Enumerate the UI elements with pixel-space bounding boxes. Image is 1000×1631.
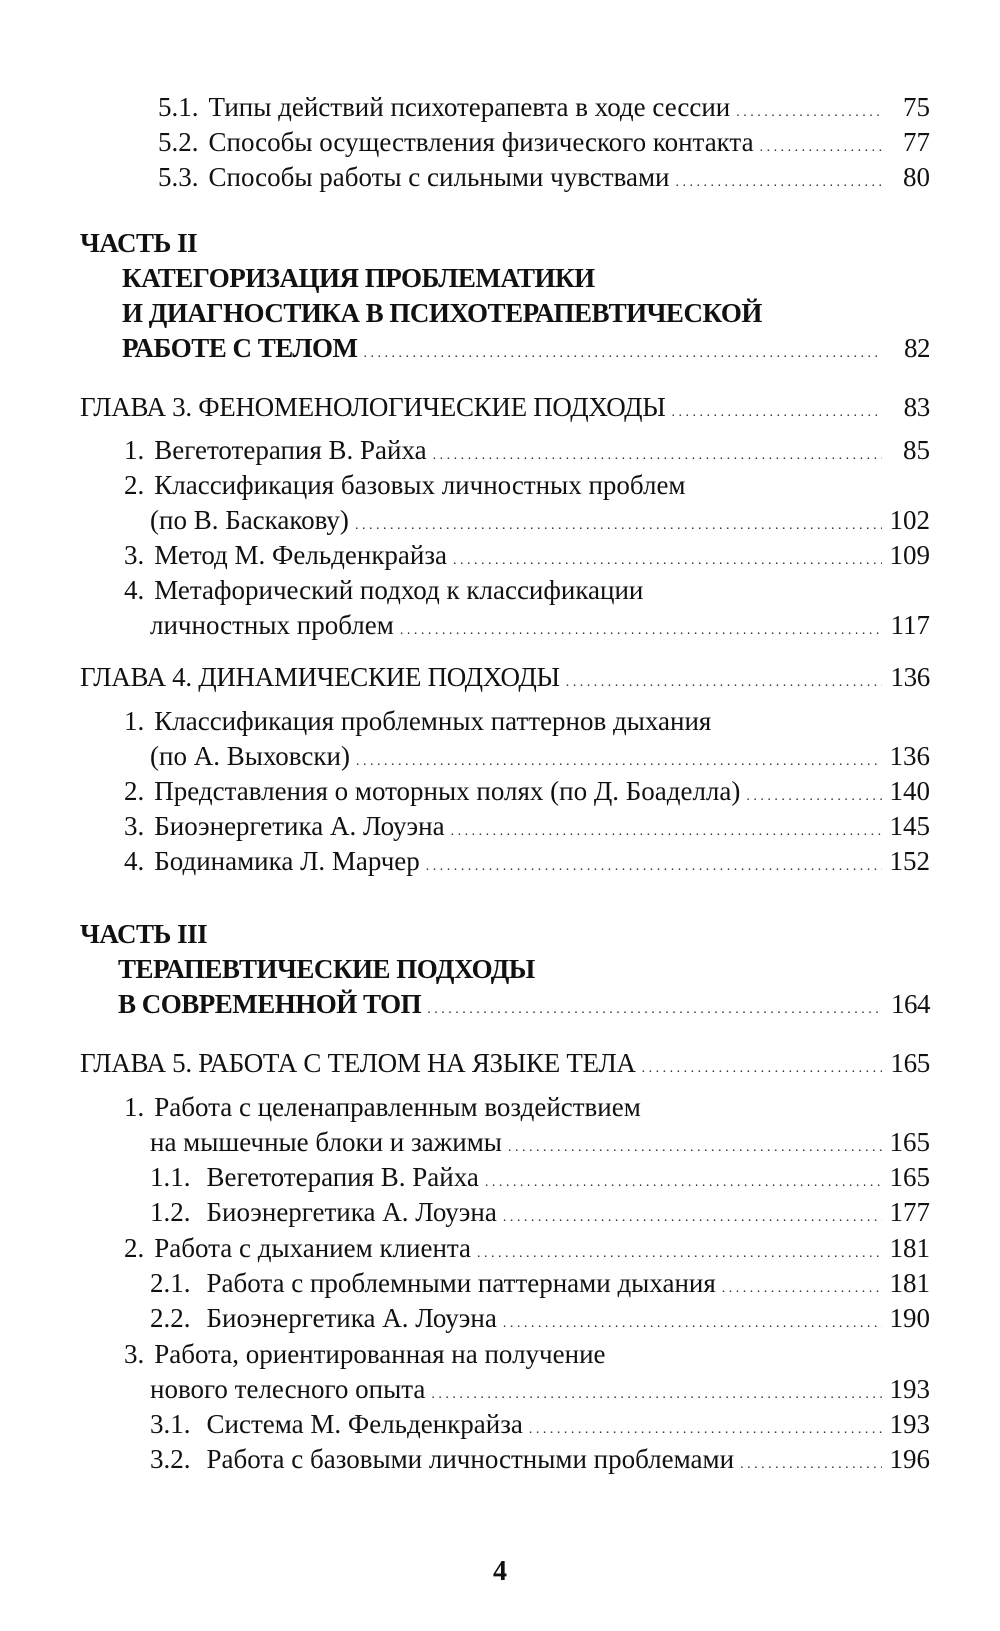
page-ref: 145 <box>889 811 930 841</box>
page-ref: 82 <box>904 333 930 363</box>
leader-dots <box>676 160 883 200</box>
page-ref: 152 <box>889 846 930 876</box>
leader-dots <box>485 1160 882 1200</box>
leader-dots <box>453 538 882 578</box>
part-3-label: ЧАСТЬ III <box>80 919 208 949</box>
leader-dots <box>740 1442 882 1482</box>
toc-entry-5-3: 5.3. Способы работы с сильными чувствами . . . 80 <box>158 160 930 200</box>
page-ref: 190 <box>889 1303 930 1333</box>
page-ref: 181 <box>889 1233 930 1263</box>
page-number: 4 <box>493 1556 507 1587</box>
leader-dots <box>431 1372 882 1412</box>
chapter-5: ГЛАВА 5. РАБОТА С ТЕЛОМ НА ЯЗЫКЕ ТЕЛА . . . 165 <box>80 1046 930 1086</box>
page-ref: 83 <box>903 392 930 422</box>
toc-entry-5-c3-2: 3.2. Работа с базовыми личностными проблемами . . . 196 <box>150 1442 930 1482</box>
page-ref: 165 <box>889 1162 930 1192</box>
leader-dots <box>642 1046 882 1086</box>
toc-entry-4-1: 1. Классификация проблемных паттернов дыхания <box>124 706 712 736</box>
page-ref: 193 <box>889 1409 930 1439</box>
page-ref: 193 <box>889 1374 930 1404</box>
toc-entry-5-c3: 3. Работа, ориентированная на получение <box>124 1339 606 1369</box>
leader-dots <box>736 90 882 130</box>
toc-entry-5-c1-cont: на мышечные блоки и зажимы . . . 165 <box>150 1125 930 1165</box>
leader-dots <box>760 125 882 165</box>
toc-entry-5-1: 5.1. Типы действий психотерапевта в ходе сессии . . . 75 <box>158 90 930 130</box>
leader-dots <box>355 503 882 543</box>
toc-entry-5-c3-1: 3.1. Система М. Фельденкрайза . . . 193 <box>150 1407 930 1447</box>
leader-dots <box>529 1407 882 1447</box>
leader-dots <box>671 390 882 430</box>
toc-entry-5-c2-2: 2.2. Биоэнергетика А. Лоуэна . . . 190 <box>150 1301 930 1341</box>
leader-dots <box>477 1231 882 1271</box>
leader-dots <box>508 1125 882 1165</box>
leader-dots <box>566 660 882 700</box>
page-ref: 80 <box>903 162 930 192</box>
leader-dots <box>746 774 882 814</box>
toc-entry-3-3: 3. Метод М. Фельденкрайза . . . 109 <box>124 538 930 578</box>
toc-entry-4-1-cont: (по А. Выховски) . . . 136 <box>150 739 930 779</box>
toc-entry-4-3: 3. Биоэнергетика А. Лоуэна . . . 145 <box>124 809 930 849</box>
page-ref: 196 <box>889 1444 930 1474</box>
toc-entry-5-c1: 1. Работа с целенаправленным воздействием <box>124 1092 641 1122</box>
toc-entry-5-2: 5.2. Способы осуществления физического контакта . . . 77 <box>158 125 930 165</box>
toc-entry-3-1: 1. Вегетотерапия В. Райха . . . 85 <box>124 433 930 473</box>
part-2-label: ЧАСТЬ II <box>80 228 198 258</box>
leader-dots <box>433 433 882 473</box>
part-2-title-line1: КАТЕГОРИЗАЦИЯ ПРОБЛЕМАТИКИ <box>122 263 595 293</box>
page-ref: 177 <box>889 1197 930 1227</box>
page-ref: 181 <box>889 1268 930 1298</box>
leader-dots <box>503 1195 882 1235</box>
chapter-4: ГЛАВА 4. ДИНАМИЧЕСКИЕ ПОДХОДЫ . . . 136 <box>80 660 930 700</box>
toc-entry-5-c2: 2. Работа с дыханием клиента . . . 181 <box>124 1231 930 1271</box>
leader-dots <box>356 739 882 779</box>
page-ref: 77 <box>903 127 930 157</box>
part-2-title-line3: РАБОТЕ С ТЕЛОМ . . . 82 <box>122 331 930 371</box>
page-ref: 164 <box>891 989 930 1019</box>
leader-dots <box>400 608 882 648</box>
toc-entry-5-c3-cont: нового телесного опыта . . . 193 <box>150 1372 930 1412</box>
leader-dots <box>503 1301 882 1341</box>
page-ref: 165 <box>889 1127 930 1157</box>
part-3-title-line1: ТЕРАПЕВТИЧЕСКИЕ ПОДХОДЫ <box>118 954 535 984</box>
page-ref: 117 <box>890 610 930 640</box>
toc-entry-4-4: 4. Бодинамика Л. Марчер . . . 152 <box>124 844 930 884</box>
leader-dots <box>451 809 882 849</box>
toc-entry-5-c1-2: 1.2. Биоэнергетика А. Лоуэна . . . 177 <box>150 1195 930 1235</box>
page-ref: 109 <box>889 540 930 570</box>
page-ref: 85 <box>903 435 930 465</box>
toc-entry-3-4-cont: личностных проблем . . . 117 <box>150 608 930 648</box>
page-ref: 136 <box>890 662 930 692</box>
toc-entry-3-4: 4. Метафорический подход к классификации <box>124 575 644 605</box>
page-ref: 102 <box>889 505 930 535</box>
toc-entry-4-2: 2. Представления о моторных полях (по Д. Боаделла) . . . 140 <box>124 774 930 814</box>
toc-entry-5-c2-1: 2.1. Работа с проблемными паттернами дыхания . . . 181 <box>150 1266 930 1306</box>
leader-dots <box>722 1266 882 1306</box>
toc-entry-5-c1-1: 1.1. Вегетотерапия В. Райха . . . 165 <box>150 1160 930 1200</box>
part-3-title-line2: В СОВРЕМЕННОЙ ТОП . . . 164 <box>118 987 930 1027</box>
chapter-3: ГЛАВА 3. ФЕНОМЕНОЛОГИЧЕСКИЕ ПОДХОДЫ . . . 83 <box>80 390 930 430</box>
toc-entry-3-2-cont: (по В. Баскакову) . . . 102 <box>150 503 930 543</box>
page-ref: 165 <box>890 1048 930 1078</box>
toc-entry-3-2: 2. Классификация базовых личностных проблем <box>124 470 686 500</box>
page-ref: 136 <box>889 741 930 771</box>
leader-dots <box>427 987 882 1027</box>
leader-dots <box>426 844 882 884</box>
page-ref: 140 <box>889 776 930 806</box>
leader-dots <box>364 331 883 371</box>
part-2-title-line2: И ДИАГНОСТИКА В ПСИХОТЕРАПЕВТИЧЕСКОЙ <box>122 298 762 328</box>
page-ref: 75 <box>903 92 930 122</box>
